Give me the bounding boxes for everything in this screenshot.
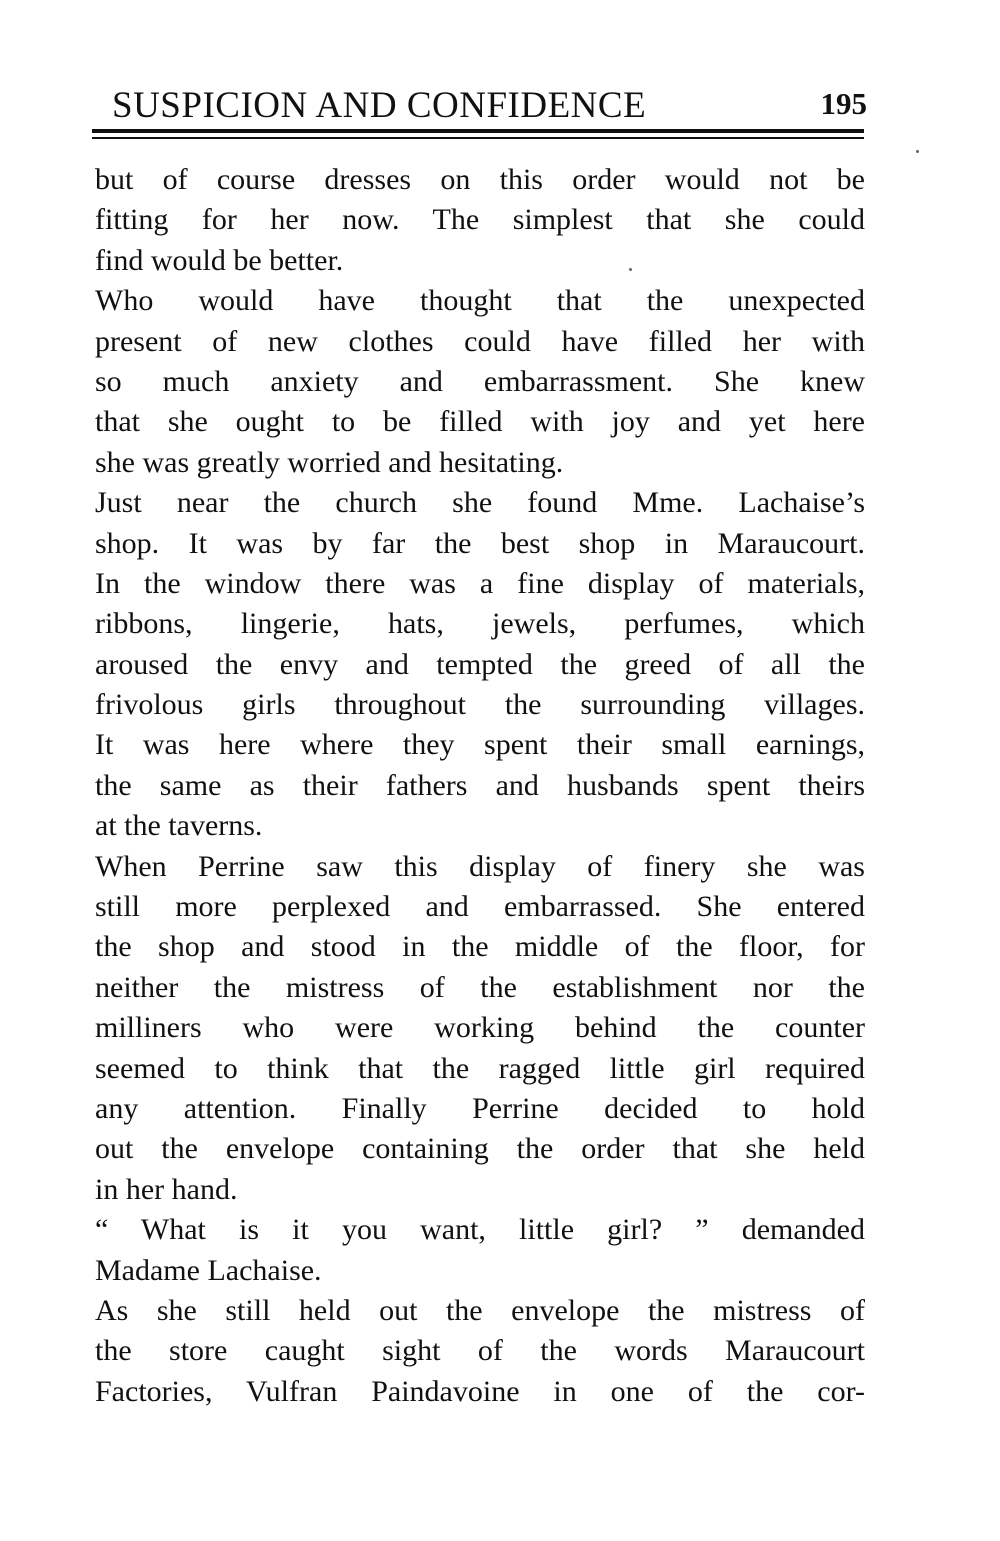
text-line: any attention. Finally Perrine decided to hold xyxy=(95,1091,865,1125)
text-line: neither the mistress of the establishment nor the xyxy=(95,970,865,1004)
text-line: ribbons, lingerie, hats, jewels, perfumes, which xyxy=(95,607,865,641)
text-line: frivolous girls throughout the surrounding villages. xyxy=(95,688,865,722)
text-line: Just near the church she found Mme. Lachaise’s xyxy=(95,486,865,520)
text-line: find would be better. xyxy=(95,243,344,277)
text-line: fitting for her now. The simplest that she could xyxy=(95,203,865,237)
text-line: shop. It was by far the best shop in Maraucourt. xyxy=(95,526,865,560)
text-line: aroused the envy and tempted the greed of all the xyxy=(95,647,865,681)
text-line: but of course dresses on this order would not be xyxy=(95,163,865,196)
text-line: the same as their fathers and husbands spent theirs xyxy=(95,768,865,802)
text-line: the shop and stood in the middle of the floor, for xyxy=(95,930,865,964)
body-text xyxy=(95,160,865,1412)
text-line: milliners who were working behind the counter xyxy=(95,1011,865,1045)
chapter-title: SUSPICION AND CONFIDENCE xyxy=(112,85,647,126)
text-line: the store caught sight of the words Maraucourt xyxy=(95,1334,865,1368)
text-line: at the taverns. xyxy=(95,809,263,843)
text-line: she was greatly worried and hesitating. xyxy=(95,445,564,479)
text-line: still more perplexed and embarrassed. She entered xyxy=(95,890,865,924)
text-line: When Perrine saw this display of finery she was xyxy=(95,849,865,883)
text-line: so much anxiety and embarrassment. She knew xyxy=(95,364,865,398)
text-line: Factories, Vulfran Paindavoine in one of the cor- xyxy=(95,1374,865,1408)
text-line: As she still held out the envelope the mistress of xyxy=(95,1293,865,1327)
header-rule-thin xyxy=(92,137,864,139)
page-number: 195 xyxy=(820,86,867,121)
text-line: “ What is it you want, little girl? ” demanded xyxy=(95,1213,865,1247)
text-line: In the window there was a fine display of materials, xyxy=(95,566,865,600)
text-line: seemed to think that the ragged little girl required xyxy=(95,1051,865,1085)
text-line: It was here where they spent their small earnings, xyxy=(95,728,865,762)
text-line: that she ought to be filled with joy and yet here xyxy=(95,405,865,439)
header-rule xyxy=(92,129,864,133)
text-line: Madame Lachaise. xyxy=(95,1253,322,1287)
running-header xyxy=(95,84,867,128)
scan-speck xyxy=(916,150,919,153)
text-line: in her hand. xyxy=(95,1172,238,1206)
text-line: present of new clothes could have filled her with xyxy=(95,324,865,358)
scan-speck xyxy=(629,268,632,271)
text-line: out the envelope containing the order that she held xyxy=(95,1132,865,1166)
text-line: Who would have thought that the unexpected xyxy=(95,284,865,318)
